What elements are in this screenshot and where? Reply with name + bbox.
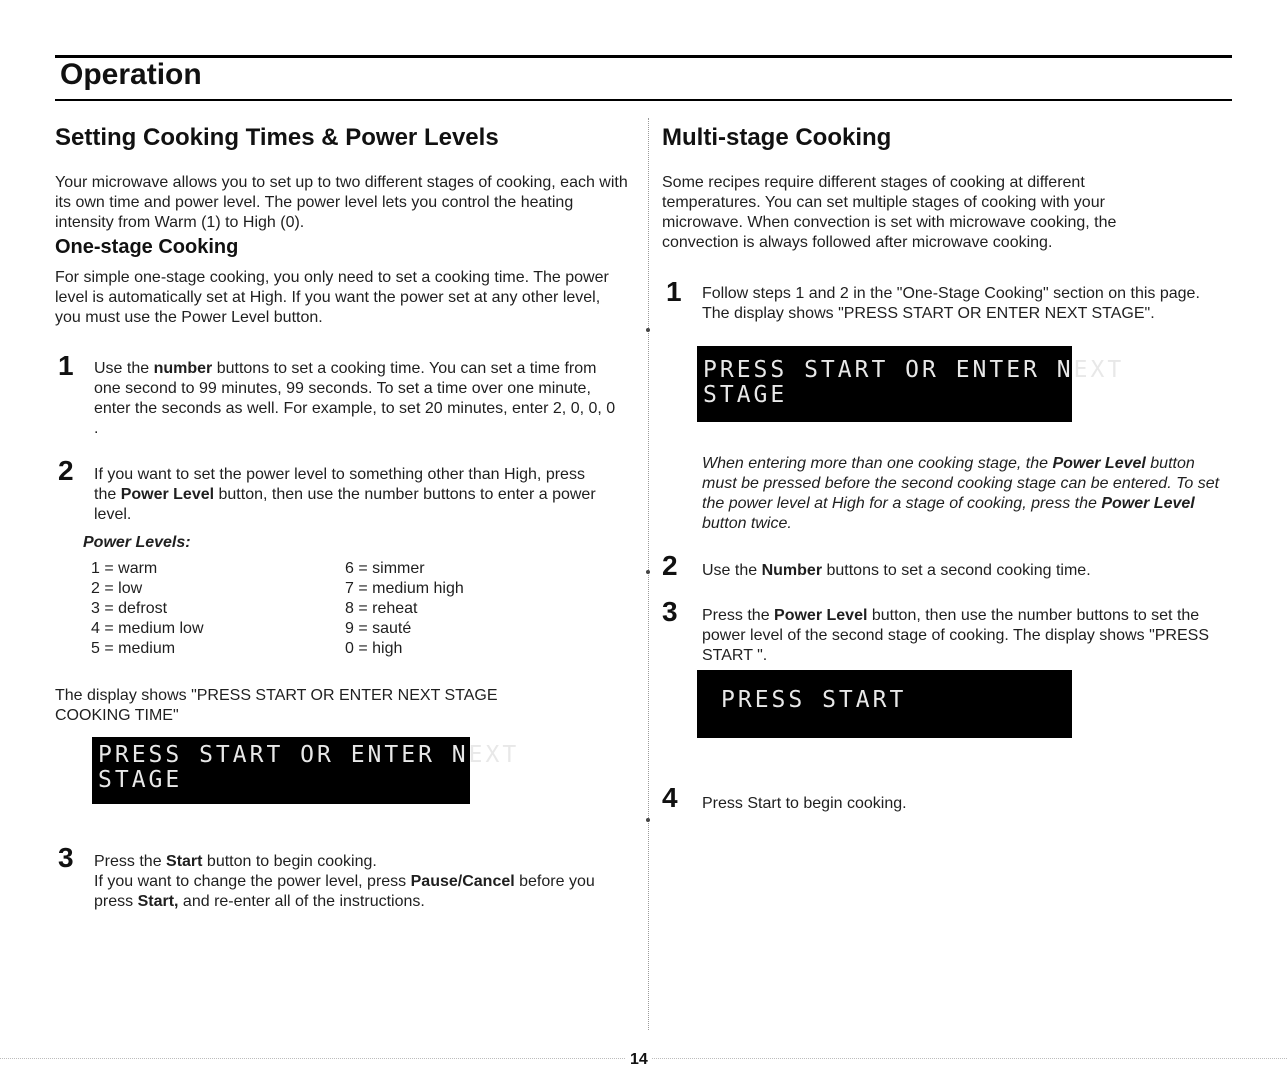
lcd-line-2: STAGE <box>703 382 788 408</box>
step-number-2: 2 <box>58 455 74 486</box>
multi-step-number-4: 4 <box>662 782 678 813</box>
power-level-item: 6 = simmer <box>345 560 425 577</box>
subheading-one-stage: One-stage Cooking <box>55 236 239 258</box>
step-number-1: 1 <box>58 350 74 381</box>
power-level-item: 9 = sauté <box>345 620 412 637</box>
divider-dot <box>646 328 650 332</box>
power-level-item: 5 = medium <box>91 640 176 657</box>
section-heading-multi-stage: Multi-stage Cooking <box>662 124 892 151</box>
page-number: 14 <box>626 1051 652 1069</box>
step-3-text: Press the Start button to begin cooking. If you want to change the power level, press Pause/Cancel before you press Start, and re-enter all of the instructions. <box>94 853 595 910</box>
lcd-line-2: STAGE <box>98 767 183 793</box>
multi-stage-note: When entering more than one cooking stage, the Power Level button must be pressed before the second cooking stage can be entered. To set the power level at High for a stage of cooking, press the Power Level button twice. <box>702 455 1220 532</box>
intro-paragraph: Your microwave allows you to set up to two different stages of cooking, each with its own time and power level. The power level lets you control the heating intensity from Warm (1) to High (0). <box>55 174 628 231</box>
power-level-item: 4 = medium low <box>91 620 204 637</box>
top-rule <box>55 55 1232 58</box>
lcd-display-left <box>92 737 520 804</box>
lcd-display-right-2 <box>697 670 1072 738</box>
power-levels-title: Power Levels: <box>83 534 191 551</box>
column-divider <box>648 118 649 1030</box>
multi-step-4-text: Press Start to begin cooking. <box>702 795 907 812</box>
power-level-item: 8 = reheat <box>345 600 418 617</box>
divider-dot <box>646 818 650 822</box>
lcd-line-1: PRESS START <box>721 687 907 713</box>
lcd-line-1: PRESS START OR ENTER NEXT <box>98 742 520 768</box>
power-level-item: 2 = low <box>91 580 143 597</box>
section-heading-cooking-times: Setting Cooking Times & Power Levels <box>55 124 499 151</box>
multi-step-3-text: Press the Power Level button, then use the number buttons to set the power level of the second stage of cooking. The display shows "PRESS START ". <box>702 607 1209 664</box>
power-level-item: 3 = defrost <box>91 600 168 617</box>
lcd-line-1: PRESS START OR ENTER NEXT <box>703 357 1125 383</box>
title-underline <box>55 99 1232 101</box>
lcd-display-right-1 <box>697 346 1125 422</box>
multi-step-number-3: 3 <box>662 596 678 627</box>
multi-step-1-text: Follow steps 1 and 2 in the "One-Stage Cooking" section on this page. The display shows "PRESS START OR ENTER NEXT STAGE". <box>702 285 1200 322</box>
one-stage-intro: For simple one-stage cooking, you only need to set a cooking time. The power level is automatically set at High. If you want the power set at any other level, you must use the Power Level button. <box>55 269 609 326</box>
step-2-text: If you want to set the power level to something other than High, press the Power Level button, then use the number buttons to enter a power level. <box>94 466 596 523</box>
power-level-item: 7 = medium high <box>345 580 464 597</box>
step-number-3: 3 <box>58 842 74 873</box>
display-shows-text: The display shows "PRESS START OR ENTER NEXT STAGE COOKING TIME" <box>55 687 498 724</box>
multi-step-number-1: 1 <box>666 276 682 307</box>
power-level-item: 0 = high <box>345 640 403 657</box>
multi-stage-intro: Some recipes require different stages of cooking at different temperatures. You can set multiple stages of cooking with your microwave. When convection is set with microwave cooking, the convection is always followed after microwave cooking. <box>662 174 1117 251</box>
power-level-item: 1 = warm <box>91 560 158 577</box>
page-title: Operation <box>60 58 202 91</box>
multi-step-2-text: Use the Number buttons to set a second cooking time. <box>702 562 1091 579</box>
divider-dot <box>646 570 650 574</box>
step-1-text: Use the number buttons to set a cooking time. You can set a time from one second to 99 minutes, 99 seconds. To set a time over one minute, enter the seconds as well. For example, to set 20 minutes, enter 2, 0, 0, 0 . <box>94 360 616 437</box>
multi-step-number-2: 2 <box>662 550 678 581</box>
